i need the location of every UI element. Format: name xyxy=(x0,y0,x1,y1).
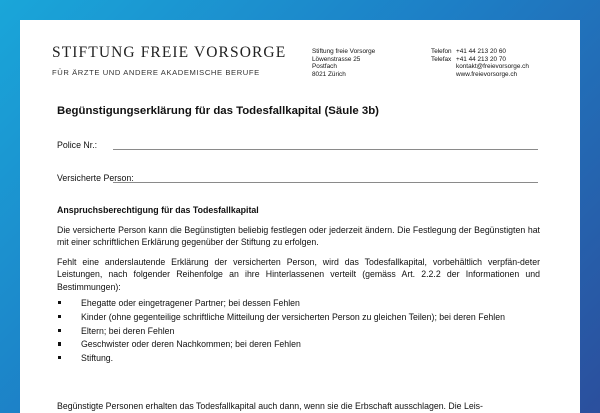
org-brand xyxy=(52,44,286,77)
contact-label: Telefax xyxy=(431,55,452,63)
document-title: Begünstigungserklärung für das Todesfallkapital (Säule 3b) xyxy=(57,105,379,117)
contact-label xyxy=(431,63,456,71)
contact-row xyxy=(431,63,571,71)
list-item: Eltern; bei deren Fehlen xyxy=(57,325,540,337)
insured-person-field[interactable] xyxy=(113,182,538,183)
contact-row xyxy=(431,48,571,56)
contact-row xyxy=(431,56,571,64)
list-item: Stiftung. xyxy=(57,352,540,364)
section-heading: Anspruchsberechtigung für das Todesfallkapital xyxy=(57,205,259,215)
bullet-icon xyxy=(58,315,61,318)
contact-row xyxy=(431,71,571,79)
contact-value: +41 44 213 20 60 xyxy=(456,48,506,55)
document-page xyxy=(20,20,580,413)
org-tagline: FÜR ÄRZTE UND ANDERE AKADEMISCHE BERUFE xyxy=(52,68,260,77)
contact-email[interactable]: kontakt@freievorsorge.ch xyxy=(456,63,529,71)
list-item: Kinder (ohne gegenteilige schriftliche Mitteilung der versicherten Person zu gleichen Teilen); bei deren Fehlen xyxy=(57,311,540,323)
contact-label xyxy=(431,71,456,79)
closing-paragraph: Begünstigte Personen erhalten das Todesfallkapital auch dann, wenn sie die Erbschaft ausschlagen. Die Leis- xyxy=(57,401,483,411)
police-number-label: Police Nr.: xyxy=(57,140,98,150)
bullet-icon xyxy=(58,329,61,332)
address-line: Löwenstrasse 25 xyxy=(312,55,361,63)
bullet-icon xyxy=(58,342,61,345)
contact-label: Telefon xyxy=(431,48,452,55)
list-item: Ehegatte oder eingetragener Partner; bei dessen Fehlen xyxy=(57,297,540,309)
contact-value: +41 44 213 20 70 xyxy=(456,55,506,63)
org-contact xyxy=(431,48,571,78)
beneficiary-order-list xyxy=(57,297,540,366)
insured-person-label: Versicherte Person: xyxy=(57,173,134,183)
bullet-icon xyxy=(58,356,61,359)
paragraph: Die versicherte Person kann die Begünstigten beliebig festlegen oder jederzeit ändern. Die Festlegung der Begünstigten hat mit einer schriftlichen Erklärung gegenüber der Stiftung zu erfolgen. xyxy=(57,225,540,248)
org-name: STIFTUNG FREIE VORSORGE xyxy=(52,44,287,61)
list-item: Geschwister oder deren Nachkommen; bei deren Fehlen xyxy=(57,338,540,350)
org-address xyxy=(312,48,375,78)
contact-website[interactable]: www.freievorsorge.ch xyxy=(456,70,518,78)
police-number-field[interactable] xyxy=(113,149,538,150)
paragraph: Fehlt eine anderslautende Erklärung der versicherten Person, wird das Todesfallkapital, vorbehältlich verpfän-deter Leistungen, nach folgender Reihenfolge an ihre Hinterlassenen verteilt (gemäss Art. 2.2.2 der Informationen und Bestimmungen): xyxy=(57,257,540,292)
address-line: Postfach xyxy=(312,63,337,71)
address-line: 8021 Zürich xyxy=(312,70,346,78)
bullet-icon xyxy=(58,301,61,304)
address-line: Stiftung freie Vorsorge xyxy=(312,48,376,55)
